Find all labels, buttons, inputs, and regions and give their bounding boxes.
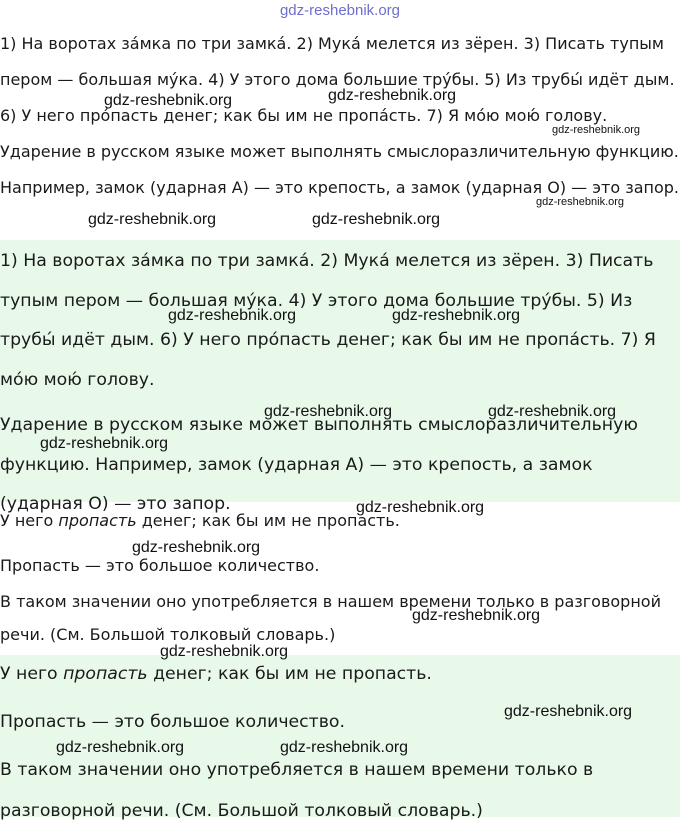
watermark: gdz-reshebnik.org [264,403,393,420]
watermark: gdz-reshebnik.org [504,703,633,720]
watermark: gdz-reshebnik.org [160,643,289,660]
watermark: gdz-reshebnik.org [40,435,169,452]
watermark: gdz-reshebnik.org [356,499,485,516]
watermark: gdz-reshebnik.org [412,607,541,624]
explanation-paragraph: Ударение в русском языке может выполнять смыслоразличительную функцию. Например, замок (ударная А) — это крепость, а замок (ударная О) — это запор. [0,142,680,197]
watermark: gdz-reshebnik.org [392,307,521,324]
watermark: gdz-reshebnik.org [88,211,217,228]
watermark: gdz-reshebnik.org [328,87,457,104]
answer-block-3 [0,505,680,650]
usage-paragraph: В таком значении оно употребляется в нашем времени только в разговорной речи. (См. Большой толковый словарь.) [0,592,661,644]
site-header[interactable]: gdz-reshebnik.org [279,2,401,19]
watermark: gdz-reshebnik.org [56,739,185,756]
definition-paragraph: Пропасть — это большое количество. [0,712,345,732]
example-sentence: У него пропасть денег; как бы им не пропасть. [0,664,432,684]
explanation-paragraph: Ударение в русском языке может выполнять смыслоразличительную функцию. Например, замок (ударная А) — это крепость, а замок (ударная О) — это запор. [0,415,638,514]
sentences-paragraph: 1) На воротах за́мка по три замка́. 2) Мука́ мелется из зёрен. 3) Писать тупым пером — большая му́ка. 4) У этого дома большие тру́бы. 5) Из трубы́ идёт дым. 6) У него про́пасть денег; как бы им не пропа́сть. 7) Я мо́ю мою́ голову. [0,251,656,390]
example-sentence: У него пропасть денег; как бы им не пропасть. [0,511,400,530]
watermark: gdz-reshebnik.org [132,539,261,556]
watermark: gdz-reshebnik.org [312,211,441,228]
watermark: gdz-reshebnik.org [552,124,641,136]
emphasized-word: пропасть [58,511,137,530]
sentences-paragraph: 1) На воротах за́мка по три замка́. 2) Мука́ мелется из зёрен. 3) Писать тупым пером — большая му́ка. 4) У этого дома большие тру́бы. 5) Из трубы́ идёт дым. 6) У него про́пасть денег; как бы им не пропа́сть. 7) Я мо́ю мою́ голову. [0,34,675,125]
answer-block-4 [0,655,680,821]
usage-paragraph: В таком значении оно употребляется в нашем времени только в разговорной речи. (См. Большой толковый словарь.) [0,760,594,821]
emphasized-word: пропасть [63,664,148,684]
definition-paragraph: Пропасть — это большое количество. [0,556,320,575]
watermark: gdz-reshebnik.org [536,196,625,208]
watermark: gdz-reshebnik.org [104,92,233,109]
watermark: gdz-reshebnik.org [168,307,297,324]
watermark: gdz-reshebnik.org [488,403,617,420]
watermark: gdz-reshebnik.org [280,739,409,756]
